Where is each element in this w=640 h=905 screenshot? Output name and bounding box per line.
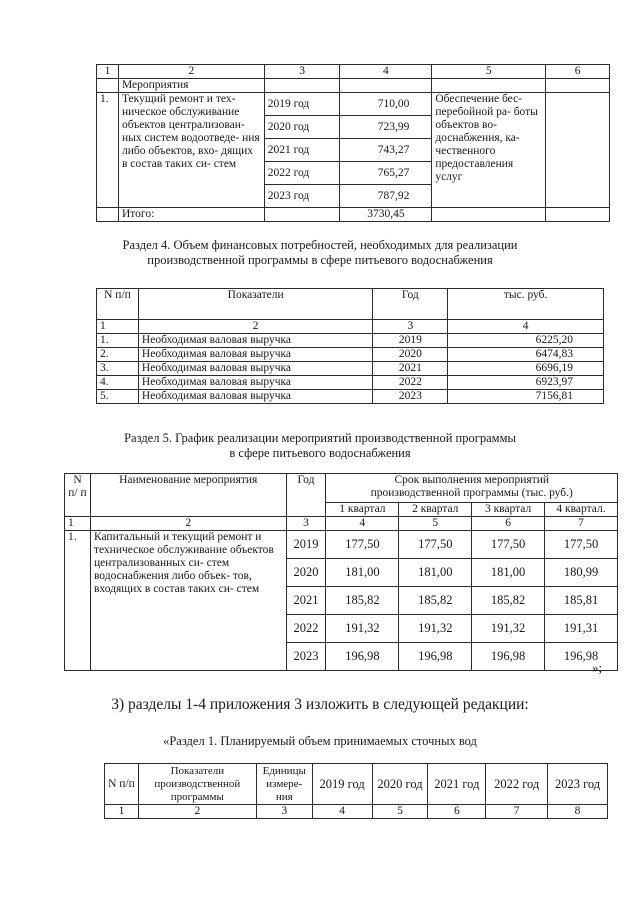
- table-row: [97, 362, 604, 376]
- indicator-name: Необходимая валовая выручка: [138, 348, 372, 362]
- value-cell: 6474,83: [448, 348, 604, 362]
- year-cell: 2021: [373, 362, 448, 376]
- amount-cell: 723,99: [340, 116, 432, 139]
- section1-title: «Раздел 1. Планируемый объем принимаемых сточных вод: [163, 734, 477, 748]
- quarter-header: 3 квартал: [472, 503, 545, 517]
- col-number: 3: [373, 320, 448, 334]
- year-cell: 2023: [286, 643, 326, 671]
- header-cell: Единицы измере- ния: [256, 764, 312, 805]
- header-cell: Показатели: [138, 289, 372, 320]
- year-cell: 2020 год: [264, 116, 340, 139]
- quarter-value: 191,32: [399, 615, 472, 643]
- col-number: 3: [256, 805, 312, 819]
- amount-cell: 765,27: [340, 162, 432, 185]
- table-row: [97, 334, 604, 348]
- table-header-row: [97, 289, 604, 320]
- quarter-value: 177,50: [399, 531, 472, 559]
- quarter-value: 180,99: [545, 559, 618, 587]
- quarter-value: 177,50: [472, 531, 545, 559]
- effect-text: Обеспечение бес- перебойной ра- боты объектов во- доснабжения, ка- чественного предоставления услуг: [432, 93, 546, 208]
- section4-title-line: производственной программы в сфере питьевого водоснабжения: [147, 253, 493, 267]
- amount-cell: 710,00: [340, 93, 432, 116]
- table-header-row: [97, 65, 610, 79]
- col-number-row: [97, 320, 604, 334]
- year-cell: 2022: [373, 376, 448, 390]
- indicator-name: Необходимая валовая выручка: [138, 334, 372, 348]
- section5-title: [0, 431, 640, 461]
- quarter-value: 185,82: [472, 587, 545, 615]
- year-cell: 2022: [286, 615, 326, 643]
- row-number: 1.: [65, 531, 91, 671]
- value-cell: 6923,97: [448, 376, 604, 390]
- col-number: 7: [486, 805, 548, 819]
- quarter-value: 196,98: [326, 643, 399, 671]
- section4-title: [0, 238, 640, 268]
- section5-title-line: Раздел 5. График реализации мероприятий производственной программы: [124, 431, 516, 445]
- year-cell: 2023: [373, 390, 448, 404]
- header-cell: Год: [373, 289, 448, 320]
- col-number: 4: [448, 320, 604, 334]
- header-cell: Год: [286, 474, 326, 517]
- section-label: Мероприятия: [118, 79, 264, 93]
- quarter-header: 4 квартал.: [545, 503, 618, 517]
- row-number: 3.: [97, 362, 139, 376]
- table-row: [97, 93, 610, 116]
- col-number: 3: [286, 517, 326, 531]
- table-row: [97, 79, 610, 93]
- header-cell: N п/п: [105, 764, 139, 805]
- header-cell: тыс. руб.: [448, 289, 604, 320]
- header-cell: 2022 год: [486, 764, 548, 805]
- schedule-table: [64, 473, 618, 671]
- header-cell: N п/п: [97, 289, 139, 320]
- table-row: [97, 376, 604, 390]
- quarter-value: 196,98: [399, 643, 472, 671]
- col-number-row: [65, 517, 618, 531]
- quarter-value: 191,31: [545, 615, 618, 643]
- table-row: [97, 348, 604, 362]
- amount-cell: 787,92: [340, 185, 432, 208]
- value-cell: 6696,19: [448, 362, 604, 376]
- row-number: 5.: [97, 390, 139, 404]
- col-number: 1: [105, 805, 139, 819]
- header-cell: 2019 год: [312, 764, 372, 805]
- year-cell: 2019: [286, 531, 326, 559]
- quarter-value: 196,98: [545, 643, 618, 671]
- indicator-name: Необходимая валовая выручка: [138, 362, 372, 376]
- row-number: 1.: [97, 334, 139, 348]
- amount-cell: 743,27: [340, 139, 432, 162]
- year-cell: 2023 год: [264, 185, 340, 208]
- quarter-header: 2 квартал: [399, 503, 472, 517]
- col-number: 8: [548, 805, 608, 819]
- quarter-value: 185,82: [399, 587, 472, 615]
- col-number: 6: [472, 517, 545, 531]
- year-cell: 2020: [286, 559, 326, 587]
- quarter-value: 196,98: [472, 643, 545, 671]
- year-cell: 2019: [373, 334, 448, 348]
- header-cell: Срок выполнения мероприятий производственной программы (тыс. руб.): [326, 474, 618, 503]
- quarter-header: 1 квартал: [326, 503, 399, 517]
- table-header-row: [105, 764, 608, 805]
- col-number: 2: [138, 320, 372, 334]
- total-row: [97, 208, 610, 222]
- quarter-value: 177,50: [326, 531, 399, 559]
- quarter-value: 191,32: [472, 615, 545, 643]
- header-cell: Показатели производственной программы: [138, 764, 256, 805]
- header-cell: 6: [546, 65, 610, 79]
- year-cell: 2022 год: [264, 162, 340, 185]
- quarter-value: 181,00: [472, 559, 545, 587]
- section4-title-line: Раздел 4. Объем финансовых потребностей, необходимых для реализации: [122, 238, 518, 252]
- quarter-value: 185,81: [545, 587, 618, 615]
- measures-table: [96, 64, 610, 222]
- row-number: 1.: [97, 93, 119, 208]
- value-cell: 6225,20: [448, 334, 604, 348]
- section5-title-line: в сфере питьевого водоснабжения: [229, 446, 411, 460]
- col-number: 2: [138, 805, 256, 819]
- header-cell: 2020 год: [372, 764, 428, 805]
- paragraph-3: 3) разделы 1-4 приложения 3 изложить в следующей редакции:: [111, 696, 529, 713]
- col-number: 1: [97, 320, 139, 334]
- event-name: Текущий ремонт и тех- ническое обслуживание объектов централизован- ных систем водоотведе- ния либо объектов, вхо- дящих в состав таких си- стем: [118, 93, 264, 208]
- table-row: [97, 390, 604, 404]
- col-number: 1: [65, 517, 91, 531]
- header-cell: 5: [432, 65, 546, 79]
- year-cell: 2021 год: [264, 139, 340, 162]
- closing-quote: »;: [592, 660, 603, 675]
- indicator-name: Необходимая валовая выручка: [138, 390, 372, 404]
- col-number: 5: [399, 517, 472, 531]
- row-number: 2.: [97, 348, 139, 362]
- year-cell: 2019 год: [264, 93, 340, 116]
- header-cell: 2: [118, 65, 264, 79]
- year-cell: 2020: [373, 348, 448, 362]
- header-cell: 4: [340, 65, 432, 79]
- total-value: 3730,45: [340, 208, 432, 222]
- row-number: 4.: [97, 376, 139, 390]
- table-header-row: [65, 474, 618, 503]
- col-number: 4: [326, 517, 399, 531]
- table-row: [65, 531, 618, 559]
- quarter-value: 191,32: [326, 615, 399, 643]
- header-cell: 1: [97, 65, 119, 79]
- header-cell: 3: [264, 65, 340, 79]
- col-number-row: [105, 805, 608, 819]
- financial-needs-table: [96, 288, 604, 404]
- quarter-value: 185,82: [326, 587, 399, 615]
- wastewater-volume-table: [104, 763, 608, 819]
- quarter-value: 181,00: [326, 559, 399, 587]
- quarter-value: 177,50: [545, 531, 618, 559]
- header-cell: Наименование мероприятия: [90, 474, 286, 517]
- year-cell: 2021: [286, 587, 326, 615]
- col-number: 4: [312, 805, 372, 819]
- indicator-name: Необходимая валовая выручка: [138, 376, 372, 390]
- header-cell: 2021 год: [428, 764, 486, 805]
- header-cell: 2023 год: [548, 764, 608, 805]
- quarter-value: 181,00: [399, 559, 472, 587]
- total-label: Итого:: [118, 208, 264, 222]
- header-cell: N п/ п: [65, 474, 91, 517]
- col-number: 2: [90, 517, 286, 531]
- col-number: 6: [428, 805, 486, 819]
- event-name: Капитальный и текущий ремонт и техническое обслуживание объектов централизованных си- стем водоснабжения либо объек- тов, входящих в состав таких си- стем: [90, 531, 286, 671]
- value-cell: 7156,81: [448, 390, 604, 404]
- col-number: 5: [372, 805, 428, 819]
- col-number: 7: [545, 517, 618, 531]
